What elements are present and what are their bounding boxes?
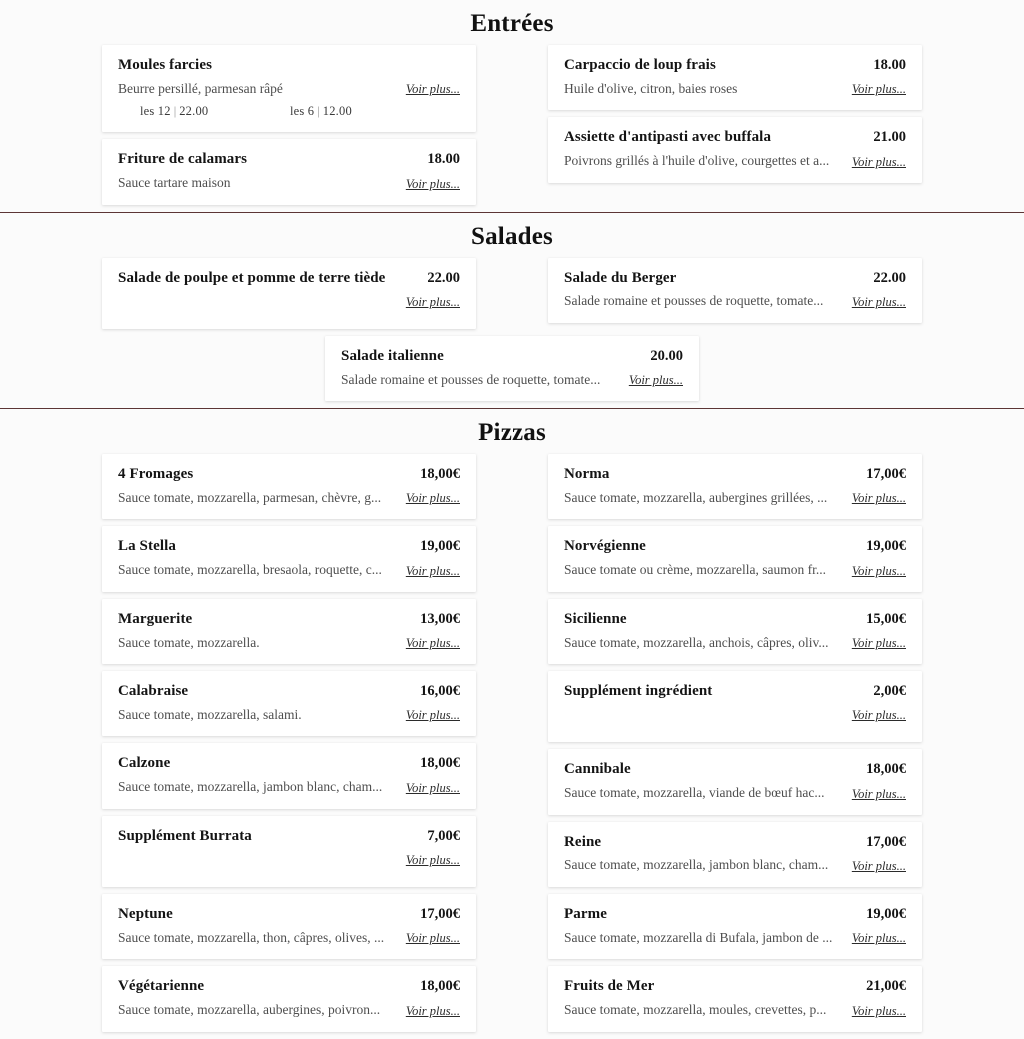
menu-item-name: 4 Fromages xyxy=(118,466,194,483)
menu-item-price: 17,00€ xyxy=(866,833,906,850)
see-more-link[interactable]: Voir plus... xyxy=(851,294,906,309)
menu-item-price: 22.00 xyxy=(427,269,460,286)
see-more-link[interactable]: Voir plus... xyxy=(628,373,683,388)
menu-item-name: Neptune xyxy=(118,905,173,922)
see-more-link[interactable]: Voir plus... xyxy=(405,82,460,97)
menu-item-description: Sauce tomate ou crème, mozzarella, saumon fr... xyxy=(564,562,827,578)
menu-item-body xyxy=(118,705,460,723)
menu-item-name: Parme xyxy=(564,905,607,922)
menu-item-header xyxy=(564,833,906,851)
menu-item-header xyxy=(118,150,460,168)
menu-item-header xyxy=(564,56,906,74)
menu-item-price: 20.00 xyxy=(650,347,683,364)
card-spacer xyxy=(118,310,460,316)
menu-cards-grid xyxy=(102,258,922,336)
menu-item-header xyxy=(564,977,906,995)
menu-item-card[interactable] xyxy=(102,45,476,132)
section-title: Salades xyxy=(471,222,553,250)
menu-item-description: Sauce tomate, mozzarella, parmesan, chèvre, g... xyxy=(118,489,382,505)
menu-item-body xyxy=(118,1001,460,1019)
see-more-link[interactable]: Voir plus... xyxy=(851,931,906,946)
menu-item-body xyxy=(118,79,460,97)
menu-item-body xyxy=(564,633,906,651)
section-title: Entrées xyxy=(470,10,554,37)
menu-item-header xyxy=(564,537,906,555)
menu-item-price: 18,00€ xyxy=(420,978,460,995)
menu-cards-grid xyxy=(102,45,922,212)
variant-price: 22.00 xyxy=(179,104,209,119)
menu-item-body xyxy=(118,561,460,579)
menu-item-description: Sauce tomate, mozzarella, moules, crevettes, p... xyxy=(564,1002,827,1018)
menu-item-card[interactable] xyxy=(548,822,922,887)
menu-section-pizzas xyxy=(0,408,1024,1038)
menu-item-price: 7,00€ xyxy=(427,827,460,844)
menu-item-header xyxy=(564,905,906,923)
menu-item-card[interactable] xyxy=(102,454,476,519)
menu-item-body xyxy=(564,488,906,506)
menu-item-price: 16,00€ xyxy=(420,683,460,700)
menu-item-description: Salade romaine et pousses de roquette, tomate... xyxy=(564,293,824,309)
menu-item-price: 18,00€ xyxy=(866,761,906,778)
menu-item-name: Calzone xyxy=(118,755,171,772)
menu-item-card[interactable] xyxy=(548,749,922,814)
variant-separator: | xyxy=(173,104,177,119)
menu-item-header xyxy=(118,56,460,74)
menu-item-body xyxy=(118,488,460,506)
menu-item-description: Sauce tomate, mozzarella, aubergines, poivron... xyxy=(118,1002,381,1018)
menu-item-header xyxy=(118,269,460,287)
variant-quantity: les 12 xyxy=(140,104,171,119)
menu-item-header xyxy=(118,610,460,628)
see-more-link[interactable]: Voir plus... xyxy=(405,708,460,723)
menu-item-description: Sauce tomate, mozzarella, jambon blanc, cham... xyxy=(118,779,383,795)
menu-item-body xyxy=(564,1001,906,1019)
menu-item-body xyxy=(564,705,906,723)
variant-separator: | xyxy=(317,104,320,119)
menu-item-description: Beurre persillé, parmesan râpé xyxy=(118,80,283,96)
menu-item-name: Végétarienne xyxy=(118,978,205,995)
section-title: Pizzas xyxy=(478,419,546,447)
see-more-link[interactable]: Voir plus... xyxy=(405,1003,460,1018)
menu-item-name: Salade de poulpe et pomme de terre tiède xyxy=(118,269,386,286)
menu-item-body xyxy=(564,784,906,802)
see-more-link[interactable]: Voir plus... xyxy=(405,852,460,867)
see-more-link[interactable]: Voir plus... xyxy=(851,154,906,169)
menu-section-entrees xyxy=(0,0,1024,212)
menu-item-name: Friture de calamars xyxy=(118,151,248,168)
menu-item-card[interactable] xyxy=(102,526,476,591)
menu-item-body xyxy=(564,79,906,97)
menu-item-body xyxy=(564,292,906,310)
menu-item-price: 15,00€ xyxy=(866,610,906,627)
menu-item-body xyxy=(564,152,906,170)
menu-item-description: Sauce tartare maison xyxy=(118,175,231,191)
menu-item-body xyxy=(564,928,906,946)
menu-item-name: Salade du Berger xyxy=(564,269,677,286)
menu-item-body xyxy=(341,370,683,388)
menu-item-body xyxy=(118,778,460,796)
see-more-link[interactable]: Voir plus... xyxy=(851,491,906,506)
menu-item-description: Sauce tomate, mozzarella, bresaola, roquette, c... xyxy=(118,562,382,578)
menu-item-header xyxy=(564,465,906,483)
menu-item-card[interactable] xyxy=(102,743,476,808)
menu-column xyxy=(102,258,476,336)
menu-item-name: Norma xyxy=(564,466,610,483)
see-more-link[interactable]: Voir plus... xyxy=(405,780,460,795)
menu-item-variant xyxy=(290,104,440,119)
menu-item-card[interactable] xyxy=(548,117,922,182)
menu-item-price: 18,00€ xyxy=(420,466,460,483)
menu-item-description: Sauce tomate, mozzarella, jambon blanc, cham... xyxy=(564,857,829,873)
menu-item-name: Carpaccio de loup frais xyxy=(564,57,716,73)
menu-item-name: Supplément ingrédient xyxy=(564,683,713,700)
menu-item-body xyxy=(118,850,460,868)
card-spacer xyxy=(564,723,906,729)
menu-item-header xyxy=(564,128,906,146)
see-more-link[interactable]: Voir plus... xyxy=(851,708,906,723)
menu-item-description: Sauce tomate, mozzarella. xyxy=(118,634,260,650)
menu-item-card[interactable] xyxy=(548,526,922,591)
card-spacer xyxy=(118,868,460,874)
menu-item-price: 2,00€ xyxy=(873,683,906,700)
menu-item-card[interactable] xyxy=(102,671,476,736)
menu-item-header xyxy=(118,977,460,995)
menu-item-name: Calabraise xyxy=(118,683,189,700)
menu-column xyxy=(548,454,922,1038)
menu-item-name: Assiette d'antipasti avec buffala xyxy=(564,129,772,146)
menu-item-price: 17,00€ xyxy=(866,466,906,483)
see-more-link[interactable]: Voir plus... xyxy=(405,563,460,578)
menu-item-header xyxy=(118,537,460,555)
menu-item-card[interactable] xyxy=(548,258,922,323)
menu-item-header xyxy=(564,610,906,628)
see-more-link[interactable]: Voir plus... xyxy=(405,931,460,946)
menu-item-description: Sauce tomate, mozzarella di Bufala, jambon de ... xyxy=(564,929,833,945)
menu-item-body xyxy=(118,928,460,946)
menu-item-price: 19,00€ xyxy=(420,538,460,555)
see-more-link[interactable]: Voir plus... xyxy=(405,636,460,651)
menu-item-card[interactable] xyxy=(548,45,922,110)
menu-column xyxy=(548,45,922,190)
menu-item-price: 19,00€ xyxy=(866,905,906,922)
menu-item-body xyxy=(118,174,460,192)
menu-item-card[interactable] xyxy=(102,139,476,204)
menu-item-description: Sauce tomate, mozzarella, thon, câpres, olives, ... xyxy=(118,929,385,945)
menu-item-name: Supplément Burrata xyxy=(118,827,252,844)
menu-item-variant xyxy=(140,104,290,119)
variant-price: 12.00 xyxy=(322,104,352,119)
menu-item-description: Salade romaine et pousses de roquette, tomate... xyxy=(341,371,601,387)
menu-item-price: 18.00 xyxy=(873,57,906,73)
menu-item-card[interactable] xyxy=(548,671,922,742)
menu-item-name: Reine xyxy=(564,833,602,850)
menu-item-description: Sauce tomate, mozzarella, anchois, câpres, oliv... xyxy=(564,634,829,650)
menu-column xyxy=(102,454,476,1038)
menu-item-name: Moules farcies xyxy=(118,57,213,73)
see-more-link[interactable]: Voir plus... xyxy=(851,786,906,801)
menu-item-price: 19,00€ xyxy=(866,538,906,555)
menu-section-salades xyxy=(0,212,1024,409)
menu-item-header xyxy=(118,754,460,772)
menu-item-card[interactable] xyxy=(548,599,922,664)
menu-item-header xyxy=(564,760,906,778)
menu-column xyxy=(548,258,922,330)
menu-item-header xyxy=(118,465,460,483)
see-more-link[interactable]: Voir plus... xyxy=(851,858,906,873)
menu-item-card[interactable] xyxy=(102,816,476,887)
menu-item-card[interactable] xyxy=(548,894,922,959)
menu-item-price: 17,00€ xyxy=(420,905,460,922)
menu-item-card[interactable] xyxy=(325,336,699,401)
menu-item-description: Sauce tomate, mozzarella, salami. xyxy=(118,706,302,722)
see-more-link[interactable]: Voir plus... xyxy=(851,563,906,578)
menu-item-card[interactable] xyxy=(102,894,476,959)
menu-item-header xyxy=(564,269,906,287)
menu-item-name: Sicilienne xyxy=(564,610,627,627)
see-more-link[interactable]: Voir plus... xyxy=(851,636,906,651)
see-more-link[interactable]: Voir plus... xyxy=(851,1003,906,1018)
menu-item-body xyxy=(118,633,460,651)
see-more-link[interactable]: Voir plus... xyxy=(405,491,460,506)
menu-item-name: Marguerite xyxy=(118,610,193,627)
menu-item-card[interactable] xyxy=(102,599,476,664)
variant-quantity: les 6 xyxy=(290,104,315,119)
menu-cards-grid xyxy=(102,454,922,1038)
menu-item-header xyxy=(118,905,460,923)
menu-item-price: 21.00 xyxy=(873,129,906,146)
see-more-link[interactable]: Voir plus... xyxy=(405,294,460,309)
menu-item-price: 18,00€ xyxy=(420,755,460,772)
menu-item-description: Sauce tomate, mozzarella, viande de bœuf hac... xyxy=(564,785,825,801)
menu-item-description: Poivrons grillés à l'huile d'olive, courgettes et a... xyxy=(564,153,830,169)
menu-item-header xyxy=(118,827,460,845)
menu-item-description: Huile d'olive, citron, baies roses xyxy=(564,80,738,96)
menu-item-body xyxy=(564,561,906,579)
menu-item-body xyxy=(564,856,906,874)
menu-item-header xyxy=(341,347,683,365)
menu-item-price: 21,00€ xyxy=(866,978,906,995)
menu-item-header xyxy=(564,682,906,700)
see-more-link[interactable]: Voir plus... xyxy=(851,82,906,97)
menu-item-name: Cannibale xyxy=(564,761,631,778)
menu-column xyxy=(102,45,476,212)
menu-item-name: La Stella xyxy=(118,538,176,555)
menu-item-variants xyxy=(118,104,460,119)
menu-item-name: Fruits de Mer xyxy=(564,978,655,995)
menu-item-card[interactable] xyxy=(548,966,922,1031)
menu-item-price: 18.00 xyxy=(427,151,460,168)
menu-item-price: 22.00 xyxy=(873,269,906,286)
see-more-link[interactable]: Voir plus... xyxy=(405,176,460,191)
menu-item-header xyxy=(118,682,460,700)
menu-item-price: 13,00€ xyxy=(420,610,460,627)
menu-item-name: Salade italienne xyxy=(341,347,444,364)
menu-item-name: Norvégienne xyxy=(564,538,646,555)
menu-item-card[interactable] xyxy=(548,454,922,519)
menu-item-card[interactable] xyxy=(102,966,476,1031)
menu-centered-row xyxy=(102,336,922,408)
menu-item-body xyxy=(118,292,460,310)
menu-item-card[interactable] xyxy=(102,258,476,329)
menu-item-description: Sauce tomate, mozzarella, aubergines grillées, ... xyxy=(564,489,828,505)
